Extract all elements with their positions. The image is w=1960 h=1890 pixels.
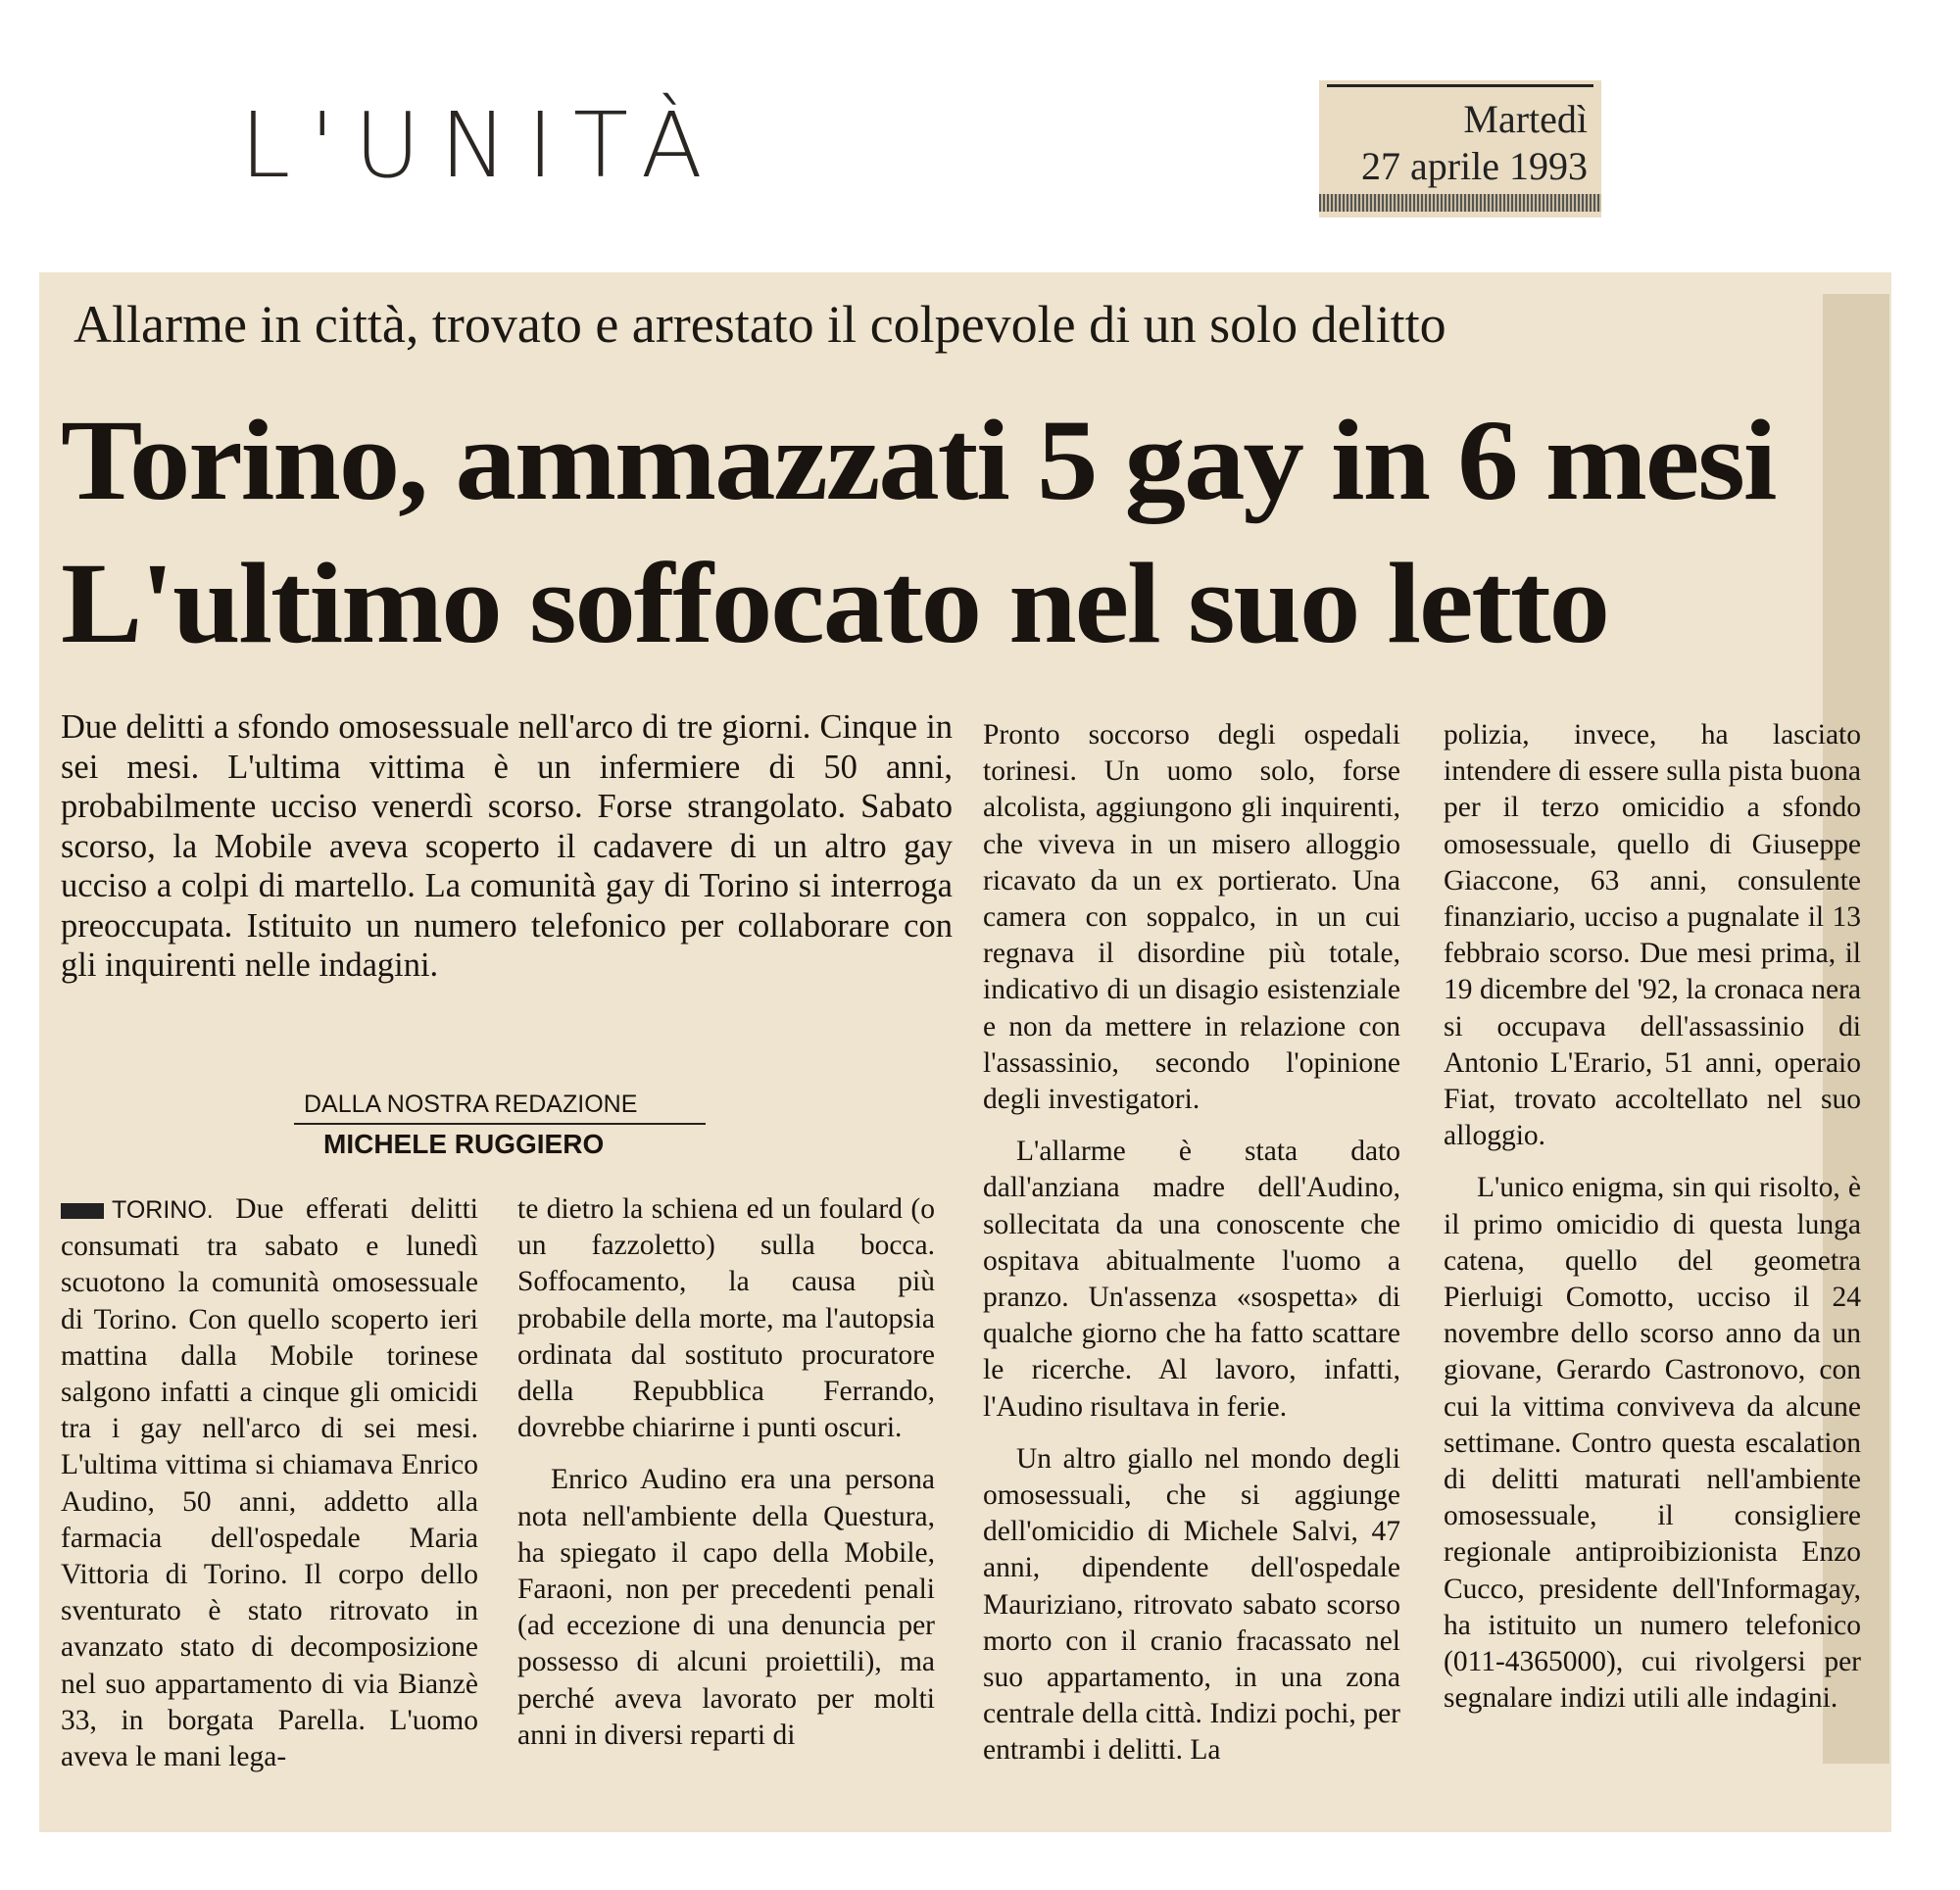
column-3-paragraph-3: Un altro giallo nel mondo degli omosessuali, che si aggiunge dell'omicidio di Michele Salvi, 47 anni, dipendente dell'ospedale Mauriziano, ritrovato sabato scorso morto con il cranio fracassato nel suo appartamento, in una zona centrale della città. Indizi pochi, per entrambi i delitti. La	[983, 1442, 1400, 1767]
article-summary: Due delitti a sfondo omosessuale nell'arco di tre giorni. Cinque in sei mesi. L'ultima vittima è un infermiere di 50 anni, probabilmente ucciso venerdì scorso. Forse strangolato. Sabato scorso, la Mobile aveva scoperto il cadavere di un altro gay ucciso a colpi di martello. La comunità gay di Torino si interroga preoccupata. Istituito un numero telefonico per collaborare con gli inquirenti nelle indagini.	[61, 708, 953, 984]
date-stamp	[1319, 80, 1601, 218]
date-weekday: Martedì	[1463, 97, 1588, 141]
column-3-paragraph-2: L'allarme è stata dato dall'anziana madre dell'Audino, sollecitata da una conoscente che ospitava abitualmente l'uomo a pranzo. Un'assenza «sospetta» di qualche giorno che ha fatto scattare le ricerche. Al lavoro, infatti, l'Audino risultava in ferie.	[983, 1136, 1400, 1423]
byline-intro: DALLA NOSTRA REDAZIONE	[304, 1090, 638, 1118]
article-column-2	[517, 1191, 935, 1754]
date-full: 27 aprile 1993	[1360, 144, 1588, 188]
column-1-text: Due efferati delitti consumati tra sabato e lunedì scuotono la comunità omosessuale di Torino. Con quello scoperto ieri mattina dalla Mobile torinese salgono infatti a cinque gli omicidi tra i gay nell'arco di sei mesi. L'ultima vittima si chiamava Enrico Audino, 50 anni, addetto alla farmacia dell'ospedale Maria Vittoria di Torino. Il corpo dello sventurato è stato ritrovato in avanzato stato di decomposizione nel suo appartamento di via Bianzè 33, in borgata Parella. L'uomo aveva le mani lega-	[61, 1193, 478, 1773]
article-headline-line1: Torino, ammazzati 5 gay in 6 mesi	[61, 396, 1776, 524]
article-column-3	[983, 717, 1400, 1769]
handwritten-masthead: L'UNITÀ	[240, 93, 722, 198]
column-1-paragraph	[61, 1191, 478, 1775]
article-headline-line2: L'ultimo soffocato nel suo letto	[61, 539, 1608, 667]
column-2-paragraph-2: Enrico Audino era una persona nota nell'ambiente della Questura, ha spiegato il capo della Mobile, Faraoni, non per precedenti penali (ad eccezione di una denuncia per possesso di alcuni proiettili), ma perché aveva lavorato per molti anni in diversi reparti di	[517, 1464, 935, 1751]
dateline-marker-icon	[61, 1203, 104, 1219]
column-2-paragraph-1: te dietro la schiena ed un foulard (o un fazzoletto) sulla bocca. Soffocamento, la causa più probabile della morte, ma l'autopsia ordinata dal sostituto procuratore della Repubblica Ferrando, dovrebbe chiarirne i punti oscuri.	[517, 1193, 935, 1444]
column-4-paragraph-1: polizia, invece, ha lasciato intendere di essere sulla pista buona per il terzo omicidio a sfondo omosessuale, quello di Giuseppe Giaccone, 63 anni, consulente finanziario, ucciso a pugnalate il 13 febbraio scorso. Due mesi prima, il 19 dicembre del '92, la cronaca nera si occupava dell'assassinio di Antonio L'Erario, 51 anni, operaio Fiat, trovato accoltellato nel suo alloggio.	[1444, 719, 1861, 1152]
column-4-paragraph-2: L'unico enigma, sin qui risolto, è il primo omicidio di questa lunga catena, quello del geometra Pierluigi Comotto, ucciso il 24 novembre dello scorso anno da un giovane, Gerardo Castronovo, con cui la vittima conviveva da alcune settimane. Contro questa escalation di delitti maturati nell'ambiente omosessuale, il consigliere regionale antiproibizionista Enzo Cucco, presidente dell'Informagay, ha istituito un numero telefonico (011-4365000), cui rivolgersi per segnalare indizi utili alle indagini.	[1444, 1172, 1861, 1715]
date-bottom-band	[1319, 194, 1601, 212]
article-subhead: Allarme in città, trovato e arrestato il colpevole di un solo delitto	[74, 295, 1446, 354]
byline-rule	[294, 1123, 706, 1125]
article-column-1	[61, 1191, 478, 1775]
dateline: TORINO.	[112, 1196, 214, 1224]
byline-author: MICHELE RUGGIERO	[323, 1129, 605, 1159]
column-3-paragraph-1: Pronto soccorso degli ospedali torinesi. Un uomo solo, forse alcolista, aggiungono gli inquirenti, che viveva in un misero alloggio ricavato da un ex portierato. Una camera con soppalco, in un cui regnava il disordine più totale, indicativo di un disagio esistenziale e non da mettere in relazione con l'assassinio, secondo l'opinione degli investigatori.	[983, 719, 1400, 1116]
article-column-4	[1444, 717, 1861, 1717]
date-top-rule	[1327, 84, 1593, 87]
